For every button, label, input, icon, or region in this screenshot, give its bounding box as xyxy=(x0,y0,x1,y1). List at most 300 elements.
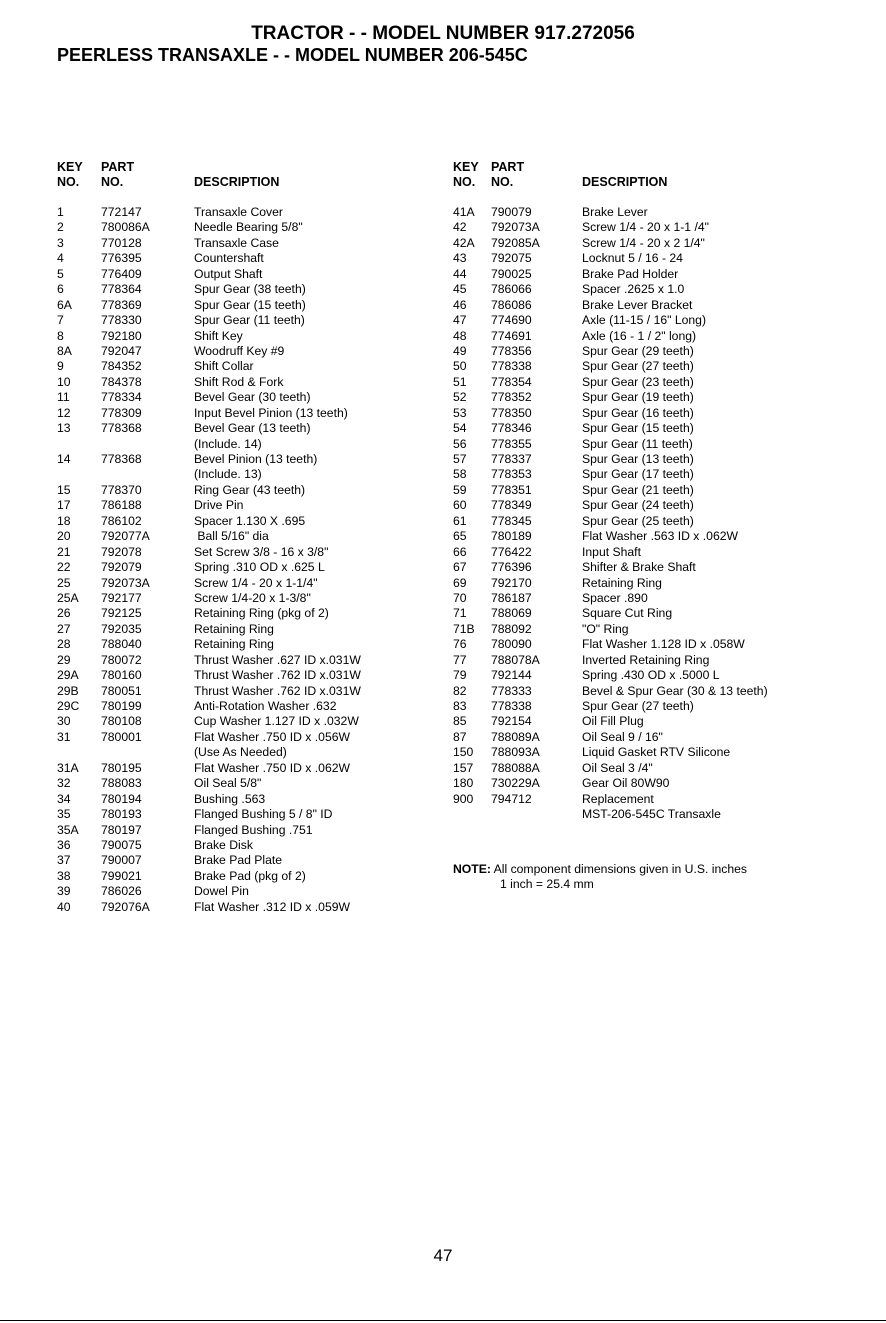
part-description: Spur Gear (11 teeth) xyxy=(582,436,693,451)
part-number: 792125 xyxy=(101,606,142,621)
part-number: 792073A xyxy=(491,220,540,235)
part-description: Spur Gear (21 teeth) xyxy=(582,482,694,497)
part-description: Bevel & Spur Gear (30 & 13 teeth) xyxy=(582,683,768,698)
key-number: 67 xyxy=(453,560,467,575)
part-description: Retaining Ring xyxy=(582,575,662,590)
part-description: Inverted Retaining Ring xyxy=(582,652,710,667)
part-number: 790075 xyxy=(101,837,142,852)
parts-row xyxy=(57,900,447,915)
part-description: Axle (11-15 / 16" Long) xyxy=(582,313,707,328)
part-number: 778333 xyxy=(491,683,532,698)
parts-row xyxy=(57,205,447,220)
parts-row xyxy=(57,684,447,699)
part-number: 788040 xyxy=(101,637,142,652)
key-number: 29 xyxy=(57,652,71,667)
part-description: Shift Collar xyxy=(194,359,254,374)
key-number: 8 xyxy=(57,328,64,343)
part-description: Set Screw 3/8 - 16 x 3/8" xyxy=(194,544,329,559)
part-description: Bevel Pinion (13 teeth) (Include. 13) xyxy=(194,452,318,482)
part-number: 774690 xyxy=(491,313,532,328)
parts-row xyxy=(57,807,447,822)
key-number: 8A xyxy=(57,343,72,358)
parts-row xyxy=(453,545,853,560)
part-number: 792078 xyxy=(101,544,142,559)
key-number: 57 xyxy=(453,452,467,466)
note-label: NOTE: xyxy=(453,862,491,876)
part-number: 792144 xyxy=(491,668,532,683)
key-number: 5 xyxy=(57,266,64,281)
part-number: 788078A xyxy=(491,652,540,667)
part-description: Ring Gear (43 teeth) xyxy=(194,482,306,497)
right-header-part-line1: PART xyxy=(491,160,525,174)
part-number: 780194 xyxy=(101,791,142,806)
key-number: 900 xyxy=(453,791,474,806)
part-description: Spur Gear (25 teeth) xyxy=(582,513,694,528)
parts-row xyxy=(453,622,853,637)
part-description: Flat Washer .563 ID x .062W xyxy=(582,529,739,544)
part-description: Thrust Washer .627 ID x.031W xyxy=(194,652,361,667)
part-number: 792035 xyxy=(101,621,142,636)
part-description: Needle Bearing 5/8" xyxy=(194,220,303,235)
parts-row xyxy=(453,390,853,405)
parts-row xyxy=(453,498,853,513)
part-description: Gear Oil 80W90 xyxy=(582,776,670,791)
part-number: 780001 xyxy=(101,729,142,744)
parts-row xyxy=(453,699,853,714)
part-number: 786086 xyxy=(491,297,532,312)
part-number: 778353 xyxy=(491,467,532,482)
key-number: 17 xyxy=(57,498,71,513)
part-number: 778369 xyxy=(101,297,142,312)
key-number: 157 xyxy=(453,760,474,775)
key-number: 18 xyxy=(57,513,71,528)
page-title: TRACTOR - - MODEL NUMBER 917.272056 xyxy=(251,23,635,44)
key-number: 58 xyxy=(453,467,467,482)
parts-row xyxy=(57,606,447,621)
key-number: 21 xyxy=(57,544,71,559)
parts-row xyxy=(453,236,853,251)
key-number: 38 xyxy=(57,868,71,883)
page-subtitle: PEERLESS TRANSAXLE - - MODEL NUMBER 206-545C xyxy=(57,45,528,65)
part-number: 788093A xyxy=(491,745,540,760)
key-number: 60 xyxy=(453,498,467,513)
parts-row xyxy=(57,236,447,251)
part-number: 778345 xyxy=(491,513,532,528)
parts-row xyxy=(57,359,447,374)
parts-row xyxy=(57,884,447,899)
part-number: 786026 xyxy=(101,884,142,899)
part-description: Cup Washer 1.127 ID x .032W xyxy=(194,714,359,729)
parts-row xyxy=(453,421,853,436)
part-number: 786188 xyxy=(101,498,142,513)
part-number: 778351 xyxy=(491,482,532,497)
parts-row xyxy=(453,483,853,498)
part-number: 790079 xyxy=(491,205,532,219)
parts-row xyxy=(453,406,853,421)
parts-row xyxy=(57,653,447,668)
key-number: 11 xyxy=(57,390,70,405)
parts-row xyxy=(57,545,447,560)
part-description: Brake Pad (pkg of 2) xyxy=(194,868,306,883)
parts-row xyxy=(453,606,853,621)
parts-row xyxy=(57,714,447,729)
key-number: 3 xyxy=(57,235,64,250)
parts-row xyxy=(453,637,853,652)
part-number: 792170 xyxy=(491,575,532,590)
key-number: 6 xyxy=(57,282,64,297)
key-number: 50 xyxy=(453,359,467,374)
part-number: 778338 xyxy=(491,359,532,374)
part-description: Spur Gear (23 teeth) xyxy=(582,374,694,389)
parts-row xyxy=(453,282,853,297)
key-number: 83 xyxy=(453,699,467,713)
part-number: 778356 xyxy=(491,343,532,358)
part-number: 780160 xyxy=(101,668,142,683)
key-number: 40 xyxy=(57,899,71,914)
key-number: 56 xyxy=(453,436,467,451)
part-description: Spacer .890 xyxy=(582,590,648,605)
parts-row xyxy=(453,514,853,529)
parts-row xyxy=(453,745,853,760)
key-number: 12 xyxy=(57,405,71,420)
key-number: 4 xyxy=(57,251,64,266)
part-description: Spring .430 OD x .5000 L xyxy=(582,668,720,683)
key-number: 45 xyxy=(453,282,467,297)
part-description: Spur Gear (38 teeth) xyxy=(194,282,306,297)
part-description: Flat Washer .750 ID x .062W xyxy=(194,760,351,775)
part-description: Retaining Ring xyxy=(194,621,274,636)
parts-row xyxy=(57,421,447,452)
part-number: 770128 xyxy=(101,235,142,250)
part-number: 780195 xyxy=(101,760,142,775)
parts-row xyxy=(57,668,447,683)
key-number: 29B xyxy=(57,683,79,698)
parts-row xyxy=(57,529,447,544)
part-number: 776395 xyxy=(101,251,142,266)
part-description: Flat Washer 1.128 ID x .058W xyxy=(582,637,745,652)
part-description: Spur Gear (24 teeth) xyxy=(582,498,694,513)
part-number: 778334 xyxy=(101,390,142,405)
part-description: Axle (16 - 1 / 2" long) xyxy=(582,328,697,343)
note-conversion: 1 inch = 25.4 mm xyxy=(500,877,594,891)
part-number: 778354 xyxy=(491,374,532,389)
key-number: 10 xyxy=(57,374,71,389)
part-description: Brake Lever Bracket xyxy=(582,297,693,312)
key-number: 49 xyxy=(453,343,467,358)
key-number: 41A xyxy=(453,205,475,219)
key-number: 150 xyxy=(453,745,474,760)
right-header-part-line2: NO. xyxy=(491,175,514,189)
parts-row xyxy=(453,220,853,235)
part-number: 792154 xyxy=(491,714,532,729)
parts-row xyxy=(453,375,853,390)
part-number: 778337 xyxy=(491,452,532,466)
key-number: 71B xyxy=(453,621,475,636)
part-description: Oil Seal 5/8" xyxy=(194,776,262,791)
part-description: Brake Lever xyxy=(582,205,648,219)
part-description: Thrust Washer .762 ID x.031W xyxy=(194,668,361,683)
key-number: 36 xyxy=(57,837,71,852)
part-description: Flat Washer .312 ID x .059W xyxy=(194,899,351,914)
parts-row xyxy=(453,298,853,313)
part-number: 799021 xyxy=(101,868,142,883)
part-description: Flanged Bushing .751 xyxy=(194,822,313,837)
parts-row xyxy=(57,869,447,884)
part-description: Transaxle Case xyxy=(194,235,279,250)
key-number: 26 xyxy=(57,606,71,621)
key-number: 66 xyxy=(453,544,467,559)
left-parts-list xyxy=(57,205,447,915)
part-number: 780072 xyxy=(101,652,142,667)
key-number: 43 xyxy=(453,251,467,266)
part-description: Spur Gear (15 teeth) xyxy=(194,297,306,312)
part-number: 786066 xyxy=(491,282,532,297)
part-description: Dowel Pin xyxy=(194,884,249,899)
key-number: 52 xyxy=(453,390,467,405)
part-description: Spur Gear (19 teeth) xyxy=(582,390,694,405)
parts-row xyxy=(453,529,853,544)
part-description: Ball 5/16" dia xyxy=(194,529,269,544)
part-number: 778330 xyxy=(101,313,142,328)
key-number: 69 xyxy=(453,575,467,590)
key-number: 34 xyxy=(57,791,71,806)
part-number: 778364 xyxy=(101,282,142,297)
part-description: Oil Fill Plug xyxy=(582,714,644,729)
parts-row xyxy=(57,853,447,868)
key-number: 28 xyxy=(57,637,71,652)
part-number: 780108 xyxy=(101,714,142,729)
parts-row xyxy=(57,761,447,776)
part-description: Oil Seal 3 /4" xyxy=(582,760,653,775)
part-number: 778338 xyxy=(491,699,532,713)
part-number: 780189 xyxy=(491,529,532,544)
key-number: 31 xyxy=(57,729,71,744)
key-number: 54 xyxy=(453,421,467,436)
part-number: 780090 xyxy=(491,637,532,652)
part-number: 792076A xyxy=(101,899,150,914)
key-number: 48 xyxy=(453,328,467,343)
part-number: 788092 xyxy=(491,621,532,636)
key-number: 32 xyxy=(57,776,71,791)
part-description: Locknut 5 / 16 - 24 xyxy=(582,251,683,266)
parts-row xyxy=(453,653,853,668)
part-description: Spacer .2625 x 1.0 xyxy=(582,282,685,297)
parts-row xyxy=(57,375,447,390)
part-number: 784352 xyxy=(101,359,142,374)
part-number: 778350 xyxy=(491,405,532,420)
part-description: Bushing .563 xyxy=(194,791,266,806)
part-number: 778368 xyxy=(101,452,142,467)
part-description: Shift Key xyxy=(194,328,243,343)
parts-row xyxy=(57,251,447,266)
parts-row xyxy=(57,730,447,761)
parts-row xyxy=(57,776,447,791)
parts-row xyxy=(57,329,447,344)
part-number: 780197 xyxy=(101,822,142,837)
key-number: 35 xyxy=(57,807,71,822)
key-number: 6A xyxy=(57,297,72,312)
part-number: 792079 xyxy=(101,560,142,575)
key-number: 46 xyxy=(453,297,467,312)
key-number: 30 xyxy=(57,714,71,729)
part-description: Oil Seal 9 / 16" xyxy=(582,729,663,744)
part-description: Bevel Gear (13 teeth) (Include. 14) xyxy=(194,421,311,451)
part-description: Shifter & Brake Shaft xyxy=(582,560,696,575)
key-number: 42A xyxy=(453,235,475,250)
part-description: Output Shaft xyxy=(194,266,263,281)
parts-row xyxy=(453,591,853,606)
key-number: 29A xyxy=(57,668,79,683)
part-number: 774691 xyxy=(491,328,532,343)
bottom-rule xyxy=(0,1320,886,1321)
part-number: 778355 xyxy=(491,436,532,451)
parts-row xyxy=(453,714,853,729)
parts-row xyxy=(453,359,853,374)
right-parts-list xyxy=(453,205,853,823)
key-number: 25A xyxy=(57,590,79,605)
parts-row xyxy=(453,560,853,575)
part-description: Input Bevel Pinion (13 teeth) xyxy=(194,405,348,420)
part-description: Screw 1/4-20 x 1-3/8" xyxy=(194,590,311,605)
parts-row xyxy=(57,823,447,838)
part-number: 776396 xyxy=(491,560,532,575)
key-number: 59 xyxy=(453,482,467,497)
parts-row xyxy=(453,452,853,467)
parts-row xyxy=(57,313,447,328)
part-number: 790007 xyxy=(101,853,142,868)
left-header-description: DESCRIPTION xyxy=(194,175,280,189)
key-number: 53 xyxy=(453,405,467,420)
right-header-key-line2: NO. xyxy=(453,175,476,189)
part-description: Shift Rod & Fork xyxy=(194,374,284,389)
parts-row xyxy=(57,622,447,637)
part-number: 788089A xyxy=(491,729,540,744)
part-description: Bevel Gear (30 teeth) xyxy=(194,390,311,405)
part-description: Brake Pad Holder xyxy=(582,266,679,281)
part-number: 792073A xyxy=(101,575,150,590)
key-number: 77 xyxy=(453,652,467,667)
part-number: 792077A xyxy=(101,529,150,544)
parts-row xyxy=(453,730,853,745)
dimensions-note xyxy=(453,862,747,877)
part-description: Spur Gear (27 teeth) xyxy=(582,699,694,713)
part-description: Spur Gear (27 teeth) xyxy=(582,359,694,374)
part-description: Screw 1/4 - 20 x 1-1/4" xyxy=(194,575,318,590)
key-number: 27 xyxy=(57,621,71,636)
parts-row xyxy=(57,282,447,297)
parts-row xyxy=(57,390,447,405)
part-number: 776409 xyxy=(101,266,142,281)
key-number: 35A xyxy=(57,822,79,837)
parts-row xyxy=(57,483,447,498)
part-number: 730229A xyxy=(491,776,540,791)
key-number: 79 xyxy=(453,668,467,683)
part-description: Spur Gear (17 teeth) xyxy=(582,467,694,482)
part-description: Spur Gear (15 teeth) xyxy=(582,421,694,436)
part-description: Brake Pad Plate xyxy=(194,853,283,868)
part-number: 792075 xyxy=(491,251,532,266)
parts-row xyxy=(453,467,853,482)
part-description: Countershaft xyxy=(194,251,264,266)
parts-row xyxy=(57,267,447,282)
part-number: 788083 xyxy=(101,776,142,791)
part-description: Anti-Rotation Washer .632 xyxy=(194,699,337,714)
part-number: 776422 xyxy=(491,544,532,559)
part-description: Flat Washer .750 ID x .056W (Use As Needed) xyxy=(194,729,351,760)
part-number: 786102 xyxy=(101,513,142,528)
part-description: Spacer 1.130 X .695 xyxy=(194,513,306,528)
key-number: 37 xyxy=(57,853,71,868)
part-number: 778349 xyxy=(491,498,532,513)
parts-row xyxy=(57,498,447,513)
key-number: 39 xyxy=(57,884,71,899)
part-description: Spur Gear (11 teeth) xyxy=(194,313,305,328)
page-number: 47 xyxy=(433,1246,453,1265)
key-number: 51 xyxy=(453,374,467,389)
parts-row xyxy=(57,699,447,714)
parts-row xyxy=(57,591,447,606)
parts-row xyxy=(57,344,447,359)
parts-row xyxy=(57,514,447,529)
part-number: 778370 xyxy=(101,482,142,497)
parts-row xyxy=(453,684,853,699)
part-description: Screw 1/4 - 20 x 2 1/4" xyxy=(582,235,705,250)
part-number: 788069 xyxy=(491,606,532,621)
part-description: Thrust Washer .762 ID x.031W xyxy=(194,683,361,698)
parts-row xyxy=(453,437,853,452)
left-header-part-line2: NO. xyxy=(101,175,124,189)
parts-row xyxy=(57,792,447,807)
part-description: Retaining Ring (pkg of 2) xyxy=(194,606,329,621)
part-description: Spur Gear (29 teeth) xyxy=(582,343,694,358)
key-number: 85 xyxy=(453,714,467,729)
part-description: Spring .310 OD x .625 L xyxy=(194,560,325,575)
key-number: 15 xyxy=(57,482,71,497)
key-number: 14 xyxy=(57,452,71,467)
right-header-key-line1: KEY xyxy=(453,160,479,174)
key-number: 180 xyxy=(453,776,474,791)
parts-row xyxy=(453,251,853,266)
parts-row xyxy=(57,560,447,575)
key-number: 76 xyxy=(453,637,467,652)
parts-row xyxy=(57,298,447,313)
part-number: 778368 xyxy=(101,421,142,436)
parts-row xyxy=(453,792,853,823)
key-number: 7 xyxy=(57,313,64,328)
part-description: Drive Pin xyxy=(194,498,244,513)
key-number: 13 xyxy=(57,421,71,436)
parts-row xyxy=(453,329,853,344)
key-number: 25 xyxy=(57,575,71,590)
part-number: 780086A xyxy=(101,220,150,235)
part-number: 788088A xyxy=(491,760,540,775)
key-number: 82 xyxy=(453,683,467,698)
part-number: 780199 xyxy=(101,699,142,714)
part-description: Flanged Bushing 5 / 8" ID xyxy=(194,807,333,822)
part-number: 778346 xyxy=(491,421,532,436)
part-description: Screw 1/4 - 20 x 1-1 /4" xyxy=(582,220,709,235)
parts-row xyxy=(57,452,447,483)
part-description: Replacement MST-206-545C Transaxle xyxy=(582,791,721,822)
part-description: Spur Gear (13 teeth) xyxy=(582,452,694,466)
left-header-key-line1: KEY xyxy=(57,160,83,174)
parts-row xyxy=(453,576,853,591)
part-number: 792177 xyxy=(101,590,142,605)
part-number: 786187 xyxy=(491,590,532,605)
key-number: 87 xyxy=(453,729,467,744)
key-number: 2 xyxy=(57,220,64,235)
part-number: 772147 xyxy=(101,205,142,219)
